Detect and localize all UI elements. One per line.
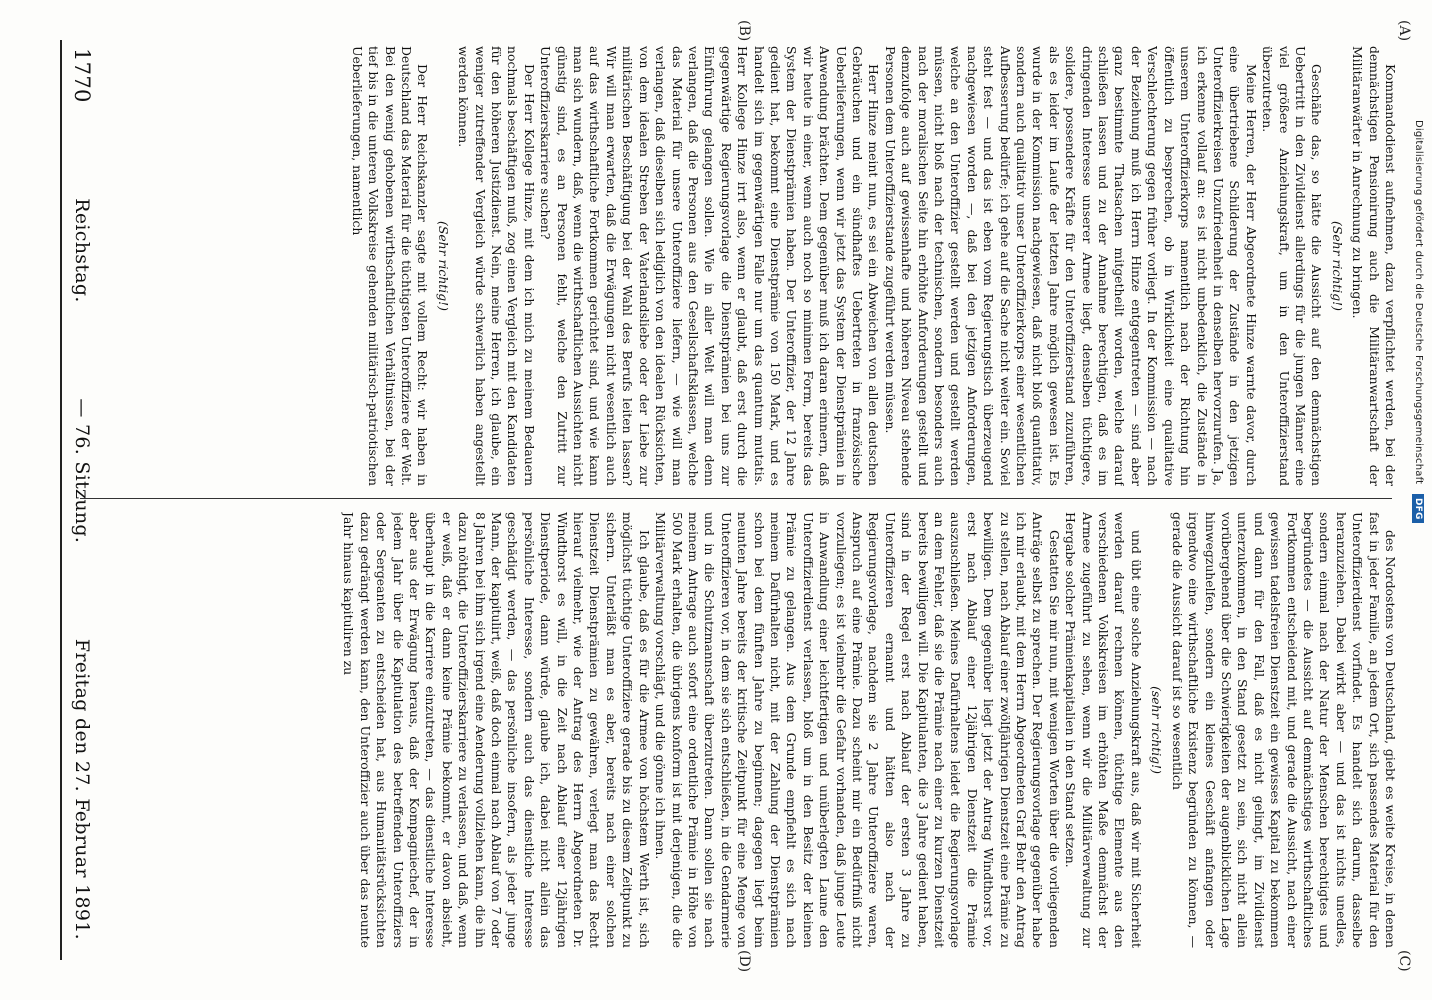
margin-marker-a: (A) bbox=[1396, 20, 1412, 42]
interjection: (Sehr richtig!) bbox=[435, 221, 451, 311]
running-header bbox=[62, 0, 102, 1000]
paragraph: Meine Herren, der Herr Abgeordnete Hinze warnte davor, durch eine übertriebene Schilderung der Zustände in den jetzigen Unteroffizierkreisen Unzufriedenheit in denselben hervorzurufen. Ja, ich erkenne vollauf an: es ist nicht unbedenklich, die Zustände in unserem Unteroffizierkorps namentlich nach der Richtung hin öffentlich zu besprechen, ob in Wirklichkeit eine qualitative Verschlechterung gegen früher vorliegt. In der Kommission — nach der Beziehung muß ich Herrn Hinze entgegentreten — sind aber ganz bestimmte Thatsachen mitgetheilt worden, welche darauf schließen lassen und zu der Annahme berechtigen, daß es im dringenden Interesse unserer Armee liegt, denselben tüchtigere, solidere, possendere Kräfte für den Unteroffizierstand zuzuführen, als es leider im Laufe der letzten Jahre möglich gewesen ist. Es wurde in der Kommission nachgewiesen, daß nicht bloß quantitativ, sondern auch qualitativ unser Unteroffizierkorps einer wesentlichen Aufbesserung bedürfe; ich gehe auf die Sache nicht weiter ein. Soviel steht fest — und das ist eben vom Regierungstisch überzeugend nachgewiesen worden —, daß bei den jetzigen Anforderungen, welche an den Unteroffizier gestellt werden und gestellt werden müssen, nicht bloß nach der technischen, sondern besonders auch nach der moralischen Seite hin erhöhte Anforderungen gestellt und demzufolge auch auf gewissenhafte und höheren Niveau stehende Personen dem Unteroffizierstande zugeführt werden müssen. bbox=[882, 46, 1259, 486]
paragraph: Herr Hinze meint nun, es sei ein Abweichen von allen deutschen Gebräuchen und ein sündhaftes Uebertreten in französische Ueberlieferungen, wenn wir jetzt das System der Dienstprämien in Anwendung brächten. Dem gegenüber muß ich daran erinnern, daß wir heute in einer, wenn auch noch so minimen Form, bereits das System der Dienstprämien haben. Der Unteroffizier, der 12 Jahre gedient hat, bekommt eine Dienstprämie von 150 Mark, und es handelt sich im gegenwärtigen Falle nur um das quantum mutatis. Herr Kollege Hinze irrt also, wenn er glaubt, daß erst durch die gegenwärtige Regierungsvorlage die Dienstprämien bei uns zur Einführung gelangen sollen. Wie in aller Welt will man denn verlangen, daß die Personen aus den Gesellschaftsklassen, welche das Material für unsere Unteroffiziere liefern, — wie will man verlangen, daß dieselben sich lediglich von den idealen Rücksichten, von dem idealen Streben der Vaterlandsliebe oder der Liebe zur militärischen Beschäftigung bei der Wahl des Berufs leiten lassen? Wir will man erwarten, daß die Erwägungen nicht wesentlich auch auf das wirthschaftliche Fortkommen gerichtet sind, und wie kann man sich wundern, daß, wenn die wirthschaftlichen Aussichten nicht günstig sind, es an Personen fehlt, welche den Zutritt zur Unteroffizierskarriere suchen? bbox=[538, 46, 882, 486]
credit-text: Digitalisierung gefördert durch die Deutsche Forschungsgemeinschaft bbox=[1413, 120, 1424, 485]
paragraph: Der Herr Reichskanzler sagte mit vollem Recht: wir haben in Deutschland das Material für die tüchtigsten Unteroffiziere der Welt. Bei den wenig gehobenen wirthschaftlichen Verhältnissen, bei der tief bis in die unteren Volkskreise gehenden militärisch-patriotischen Ueberlieferungen, namentlich bbox=[349, 46, 431, 486]
paragraph: Kommandodienst aufnehmen, dazu verpflichtet werden, bei der demnächstigen Pensionirung auch die Militäranwartschaft der Militäranwärter in Anrechnung zu bringen. bbox=[1350, 46, 1398, 486]
dfg-logo-badge: DFG bbox=[1412, 494, 1424, 524]
left-text-column bbox=[78, 46, 1398, 486]
publication-name: Reichstag. bbox=[71, 198, 93, 303]
margin-marker-b: (B) bbox=[736, 20, 752, 42]
page-number: 1770 bbox=[70, 48, 94, 103]
paragraph: Geschähe das, so hätte die Aussicht auf den demnächstigen Uebertritt in den Zivildienst allerdings für die jungen Männer eine viel größere Anziehungskraft, um in den Unteroffizierstand überzutreten. bbox=[1260, 46, 1325, 486]
paragraph: Der Herr Kollege Hinze, mit dem ich mich zu meinem Bedauern nochmals beschäftigen muß, zog einen Vergleich mit den Kandidaten für den höheren Justizdienst. Nein, meine Herren, ich glaube, ein weniger zutreffender Vergleich würde schwerlich haben angestellt werden können. bbox=[456, 46, 537, 486]
column-divider bbox=[80, 498, 1392, 499]
interjection: (Sehr richtig!) bbox=[1329, 221, 1345, 311]
paragraph: des Nordostens von Deutschland, giebt es weite Kreise, in denen fast in jeder Familie, an jedem Ort, sich passendes Material für den Unteroffizierdienst vorfindet. Es handelt sich darum, dasselbe heranzuziehen. Dabei wirkt aber — und das ist nichts unedles, sondern einmal nach der Natur der Menschen berechtigtes und begründetes — die Aussicht auf demnächstiges wirthschaftliches Fortkommen entscheidend mit, und gerade die Aussicht, nach einer gewissen tadelsfreien Dienstzeit ein gewisses Kapital zu bekommen und dann für den Fall, daß es nicht gelingt, im Zivildienst unterzukommen, in den Stand gesetzt zu sein, sich nicht allein vorübergehend über die Schwierigkeiten der augenblicklichen Lage hinwegzuhelfen, sondern ein kleines Geschäft anfangen oder irgendwo eine wirthschaftliche Existenz begründen zu können, — gerade die Aussicht darauf ist so wesentlich bbox=[1169, 512, 1398, 948]
session-date: Freitag den 27. Februar 1891. bbox=[71, 638, 93, 940]
digitization-credit bbox=[1412, 120, 1424, 980]
right-text-column bbox=[78, 512, 1398, 948]
session-label: — 76. Sitzung. bbox=[71, 398, 93, 544]
paragraph: und übt eine solche Anziehungskraft aus, daß wir mit Sicherheit werden darauf rechnen können, tüchtige Elemente aus den verschiedenen Volkskreisen im erhöhten Maße demnächst der Armee zugeführt zu sehen, wenn wir die Militärverwaltung zur Hergabe solcher Prämienkapitalien in den Stand setzen. bbox=[1063, 512, 1144, 948]
interjection: (sehr richtig!) bbox=[1149, 686, 1165, 774]
paragraph: Ich glaube, daß es für die Armee von höchstem Werth ist, sich möglichst tüchtige Unteroffiziere gerade bis zu diesem Zeitpunkt zu sichern. Unterläßt man es aber, bereits nach einer solchen Dienstzeit Dienstprämien zu gewähren, verlegt man das Recht hierauf vielmehr, wie der Antrag des Herrn Abgeordneten Dr. Windthorst es will, in die Zeit nach Ablauf einer 12jährigen Dienstperiode, dann würde, glaube ich, dabei nicht allein das persönliche Interesse, sondern auch das dienstliche Interesse geschädigt werden, — das persönliche insofern, als jeder junge Mann, der kapitulirt, weiß, daß doch einmal nach Ablauf von 7 oder 8 Jahren bei ihm sich irgend eine Aenderung vollziehen kann, die ihn dazu nöthigt, die Unteroffizierskarriere zu verlassen, und daß, wenn er weiß, daß er dann keine Prämie bekommt, er davon absieht, überhaupt in die Karriere einzutreten, — das dienstliche Interesse aber aus der Erwägung heraus, daß der Kompagniechef, der in jedem Jahr über die Kapitulation des betreffenden Unteroffiziers oder Sergeanten zu entscheiden hat, aus Humanitätsrücksichten dazu gedrängt werden kann, den Unteroffizier auch über das neunte Jahr hinaus kapituliren zu bbox=[341, 512, 652, 948]
margin-marker-d: (D) bbox=[736, 950, 752, 973]
paragraph: Gestatten Sie mir nun, mit wenigen Worten über die vorliegenden Anträge selbst zu sprechen. Der Regierungsvorlage gegenüber habe ich mir erlaubt, mit dem Herrn Abgeordneten Graf Behr den Antrag zu stellen, nach Ablauf einer zwölfjährigen Dienstzeit eine Prämie zu bewilligen. Dem gegenüber liegt jetzt der Antrag Windthorst vor, erst nach Ablauf einer 12jährigen Dienstzeit die Prämie auszuschließen. Meines Dafürhaltens leidet die Regierungsvorlage an dem Fehler, daß sie die Prämie nach einer zu kurzen Dienstzeit bereits bewilligen will. Die Kapitulanten, die 3 Jahre gedient haben, sind in der Regel erst nach Ablauf der ersten 3 Jahre zu Unteroffizieren ernannt und hätten also nach der Regierungsvorlage, nachdem sie 2 Jahre Unteroffiziere waren, Anspruch auf eine Prämie. Dazu scheint mir ein Bedürfniß nicht vorzuliegen; es ist vielmehr die Gefahr vorhanden, daß junge Leute in Anwandlung einer leichtfertigen und unüberlegten Laune den Unteroffizierdienst verlassen, bloß um in den Besitz der kleinen Prämie zu gelangen. Aus dem Grunde empfiehlt es sich nach meinem Dafürhalten nicht, mit der Zahlung der Dienstprämien schon bei dem fünften Jahre zu beginnen; dagegen liegt beim neunten Jahre bereits der kritische Zeitpunkt für eine Menge von Unteroffizieren vor, in dem sie sich entschließen, in die Gendarmerie und in die Schutzmannschaft überzutreten. Dann sollen sie nach meinem Antrage auch sofort eine ordentliche Prämie in Höhe von 500 Mark erhalten, die übrigens konform ist mit derjenigen, die die Militärverwaltung vorschlägt, und die gönne ich ihnen. bbox=[653, 512, 1062, 948]
margin-marker-c: (C) bbox=[1396, 950, 1412, 972]
